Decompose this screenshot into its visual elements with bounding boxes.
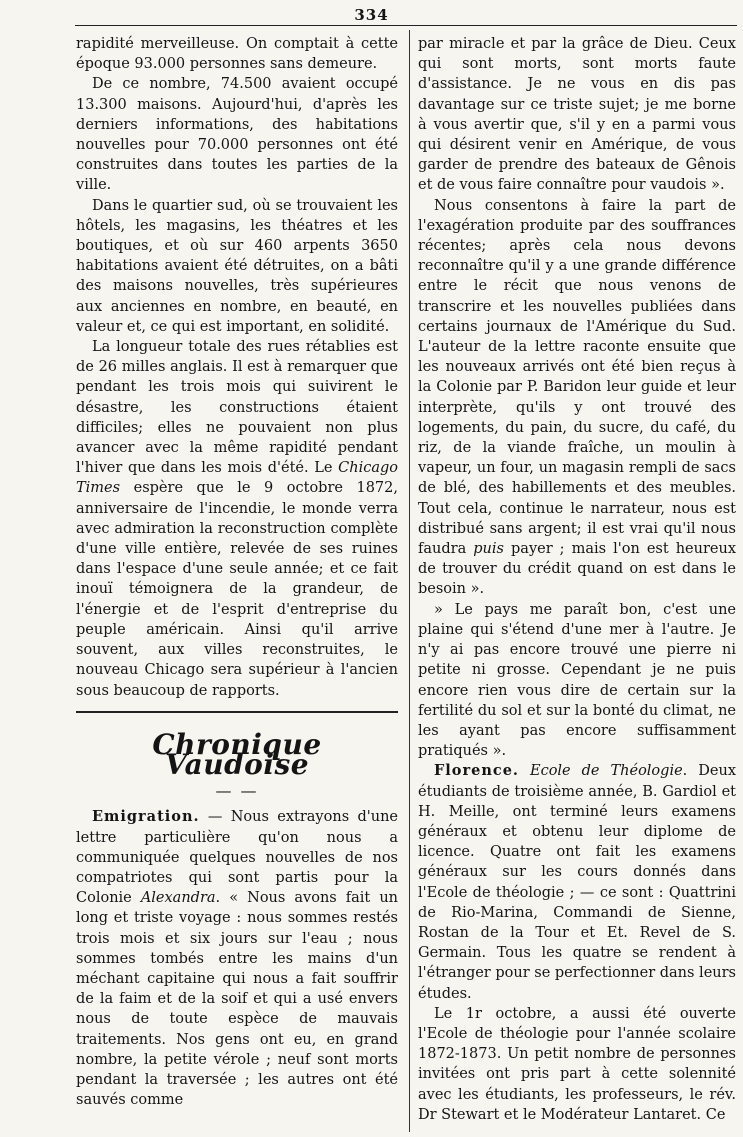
section-title: Chronique Vaudoise [152,727,322,781]
emigration-heading: Emigration. [92,808,200,826]
right-paragraph-1: par miracle et par la grâce de Dieu. Ceux qui sont morts, sont morts faute d'assistance. Je ne vous en dis pas davantage sur ce triste sujet; je me borne à vous avertir que, s'il y en a parmi vous qui désirent venir en Amérique, de vous garder de prendre des bateaux de Gênois et de vous faire connaître pour vaudois ». [418,36,736,194]
column-divider [409,30,410,1132]
left-paragraph-1: rapidité merveilleuse. On comptait à cette époque 93.000 personnes sans demeure. [76,36,398,73]
left-paragraph-4 [76,337,398,701]
right-column [418,34,736,1130]
emigration-text-1: — Nous extrayons d'une lettre particulière qu'on nous a communiquée quelques nouvelles de nos compatriotes qui sont partis pour la Colonie [76,809,398,907]
right-paragraph-5: Le 1r octobre, a aussi été ouverte l'Ecole de théologie pour l'année scolaire 1872-1873. Un petit nombre de personnes invitées ont pris part à cette solennité avec les étudiants, les professeurs, le rév. Dr Stewart et le Modérateur Lantaret. Ce [418,1005,736,1123]
emigration-text-2: . « Nous avons fait un long et triste voyage : nous sommes restés trois mois et six jours sur l'eau ; nous sommes tombés entre les mains d'un méchant capitaine qui nous a fait souffrir de la faim et de la soif et qui a usé envers nous de toute espèce de mauvais traitements. Nos gens ont eu, en grand nombre, la petite vérole ; neuf sont morts pendant la traversée ; les autres ont été sauvés comme [76,890,398,1109]
header-rule [75,25,737,26]
right-paragraph-2 [418,196,736,600]
right-paragraph-2-text: Nous consentons à faire la part de l'exagération produite par des souffrances récentes; après cela nous devons reconnaître qu'il y a une grande différence entre le récit que nous venons de transcrire et les nouvelles publiées dans certains journaux de l'Amérique du Sud. L'auteur de la lettre raconte ensuite que les nouveaux arrivés ont été bien reçus à la Colonie par P. Baridon leur guide et leur interprète, qu'ils y ont trouvé des logements, du pain, du sucre, du café, du riz, de la viande fraîche, un moulin à vapeur, un four, un magasin rempli de sacs de blé, des habillements et des meubles. Tout cela, continue le narrateur, nous est distribué sans argent; il est vrai qu'il nous faudra [418,197,736,558]
florence-article [418,761,736,1003]
left-paragraph-2: De ce nombre, 74.500 avaient occupé 13.300 maisons. Aujourd'hui, d'après les derniers informations, des habitations nouvelles pour 70.000 personnes ont été construites dans toutes les parties de la ville. [76,76,398,194]
right-paragraph-2-italic: puis [473,541,504,558]
florence-heading: Florence. [434,762,519,780]
emigration-article [76,807,398,1110]
section-rule [76,711,398,713]
school-name: Ecole de Théologie [529,763,683,780]
page-number: 334 [354,6,389,24]
newspaper-name: Chicago Times [76,460,398,497]
right-paragraph-2-end: payer ; mais l'on est heureux de trouver du crédit quand on est dans le besoin ». [418,541,736,598]
left-paragraph-4-start: La longueur totale des rues rétablies est de 26 milles anglais. Il est à remarquer que pendant les trois mois qui suivirent le désastre, les constructions étaient difficiles; elles ne pouvaient non plus avancer avec la même rapidité pendant l'hiver que dans les mois d'été. Le [76,339,398,477]
florence-text: . Deux étudiants de troisième année, B. Gardiol et H. Meille, ont terminé leurs examens généraux et obtenu leur diplome de licence. Quatre ont fait les examens généraux sur les cours donnés dans l'Ecole de théologie ; — ce sont : Quattrini de Rio-Marina, Commandi de Sienne, Rostan de la Tour et Et. Revel de S. Germain. Tous les quatre se rendent à l'étranger pour se perfectionner dans leurs études. [418,763,736,1002]
right-paragraph-3: » Le pays me paraît bon, c'est une plaine qui s'étend d'une mer à l'autre. Je n'y ai pas encore trouvé une pierre ni petite ni grosse. Cependant je ne puis encore rien vous dire de certain sur la fertilité du sol et sur la bonté du climat, ne les ayant pas encore suffisamment pratiqués ». [418,601,736,760]
left-column [76,34,398,1130]
colony-name: Alexandra [140,890,216,907]
left-paragraph-4-end: espère que le 9 octobre 1872, anniversaire de l'incendie, le monde verra avec admiration la reconstruction complète d'une ville entière, relevée de ses ruines dans l'espace d'une seule année; et ce fait inouï témoignera de la grandeur, de l'énergie et de l'esprit d'entreprise du peuple américain. Ainsi qu'il arrive souvent, aux villes reconstruites, le nouveau Chicago sera supérieur à l'ancien sous beaucoup de rapports. [76,480,398,699]
title-dash: — — [215,781,259,801]
left-paragraph-3: Dans le quartier sud, où se trouvaient les hôtels, les magasins, les théatres et les boutiques, et où sur 460 arpents 3650 habitations avaient été détruites, on a bâti des maisons nouvelles, très supérieures aux anciennes en nombre, en beauté, en valeur et, ce qui est important, en solidité. [76,197,398,335]
